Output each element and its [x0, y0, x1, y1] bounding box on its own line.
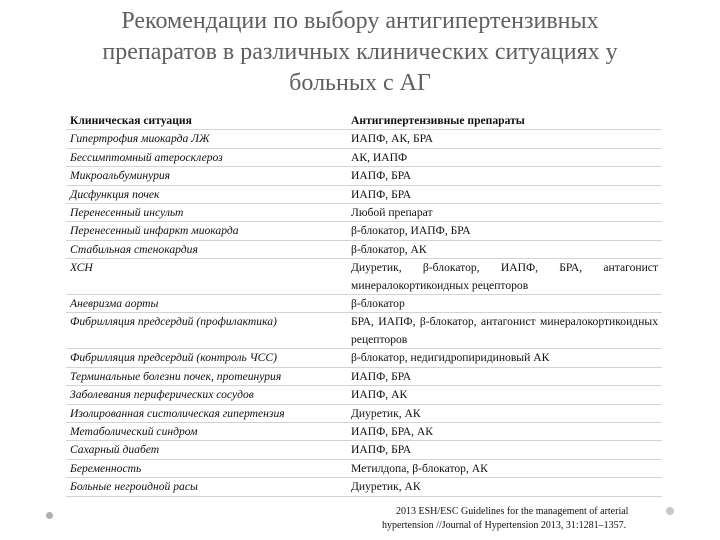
cell-drugs: Диуретик, АК [347, 478, 662, 496]
cell-situation: Стабильная стенокардия [66, 240, 347, 258]
table-row [66, 204, 662, 222]
table-row [66, 148, 662, 166]
cell-situation: Гипертрофия миокарда ЛЖ [66, 130, 347, 148]
table-row [66, 130, 662, 148]
cell-situation: Аневризма аорты [66, 295, 347, 313]
title-line-3: больных с АГ [289, 70, 431, 96]
citation-line-1: 2013 ESH/ESC Guidelines for the management of arterial [396, 506, 629, 517]
cell-drugs: БРА, ИАПФ, β-блокатор, антагонист минералокортикоидных рецепторов [347, 313, 662, 349]
cell-drugs: АК, ИАПФ [347, 148, 662, 166]
table-row [66, 240, 662, 258]
table-row [66, 404, 662, 422]
cell-drugs: ИАПФ, БРА [347, 367, 662, 385]
citation [382, 505, 682, 533]
table-row [66, 185, 662, 203]
cell-drugs: Диуретик, АК [347, 404, 662, 422]
cell-drugs: β-блокатор [347, 295, 662, 313]
cell-situation: Беременность [66, 459, 347, 477]
bullet-dot [46, 512, 53, 519]
table-row [66, 259, 662, 295]
cell-drugs: ИАПФ, БРА, АК [347, 422, 662, 440]
table-header-row [66, 112, 662, 130]
cell-situation: Микроальбуминурия [66, 167, 347, 185]
cell-drugs: ИАПФ, БРА [347, 185, 662, 203]
table-body [66, 130, 662, 496]
cell-drugs: β-блокатор, недигидропиридиновый АК [347, 349, 662, 367]
cell-drugs: ИАПФ, АК [347, 386, 662, 404]
table-row [66, 478, 662, 496]
cell-drugs: β-блокатор, ИАПФ, БРА [347, 222, 662, 240]
cell-situation: Больные негроидной расы [66, 478, 347, 496]
cell-situation: Бессимптомный атеросклероз [66, 148, 347, 166]
cell-situation: Фибрилляция предсердий (профилактика) [66, 313, 347, 349]
cell-drugs: Диуретик, β-блокатор, ИАПФ, БРА, антагонист минералокортикоидных рецепторов [347, 259, 662, 295]
cell-situation: Изолированная систолическая гипертензия [66, 404, 347, 422]
cell-situation: ХСН [66, 259, 347, 295]
recommendations-table [66, 112, 662, 497]
slide-title [40, 6, 680, 99]
table-row [66, 459, 662, 477]
header-drugs: Антигипертензивные препараты [347, 112, 662, 130]
header-situation: Клиническая ситуация [66, 112, 347, 130]
cell-situation: Перенесенный инсульт [66, 204, 347, 222]
cell-drugs: β-блокатор, АК [347, 240, 662, 258]
table-row [66, 386, 662, 404]
cell-drugs: ИАПФ, БРА [347, 441, 662, 459]
cell-situation: Фибрилляция предсердий (контроль ЧСС) [66, 349, 347, 367]
recommendations-table-wrap [66, 112, 662, 497]
cell-drugs: ИАПФ, АК, БРА [347, 130, 662, 148]
table-row [66, 313, 662, 349]
cell-situation: Терминальные болезни почек, протеинурия [66, 367, 347, 385]
cell-situation: Сахарный диабет [66, 441, 347, 459]
table-row [66, 167, 662, 185]
cell-drugs: Любой препарат [347, 204, 662, 222]
title-line-2: препаратов в различных клинических ситуациях у [102, 39, 618, 65]
table-row [66, 349, 662, 367]
table-row [66, 422, 662, 440]
cell-situation: Перенесенный инфаркт миокарда [66, 222, 347, 240]
title-line-1: Рекомендации по выбору антигипертензивных [121, 8, 599, 34]
table-row [66, 222, 662, 240]
cell-drugs: ИАПФ, БРА [347, 167, 662, 185]
table-row [66, 367, 662, 385]
cell-situation: Метаболический синдром [66, 422, 347, 440]
cell-situation: Заболевания периферических сосудов [66, 386, 347, 404]
citation-line-2: hypertension //Journal of Hypertension 2013, 31:1281–1357. [382, 520, 627, 531]
cell-situation: Дисфункция почек [66, 185, 347, 203]
cell-drugs: Метилдопа, β-блокатор, АК [347, 459, 662, 477]
table-row [66, 295, 662, 313]
table-row [66, 441, 662, 459]
